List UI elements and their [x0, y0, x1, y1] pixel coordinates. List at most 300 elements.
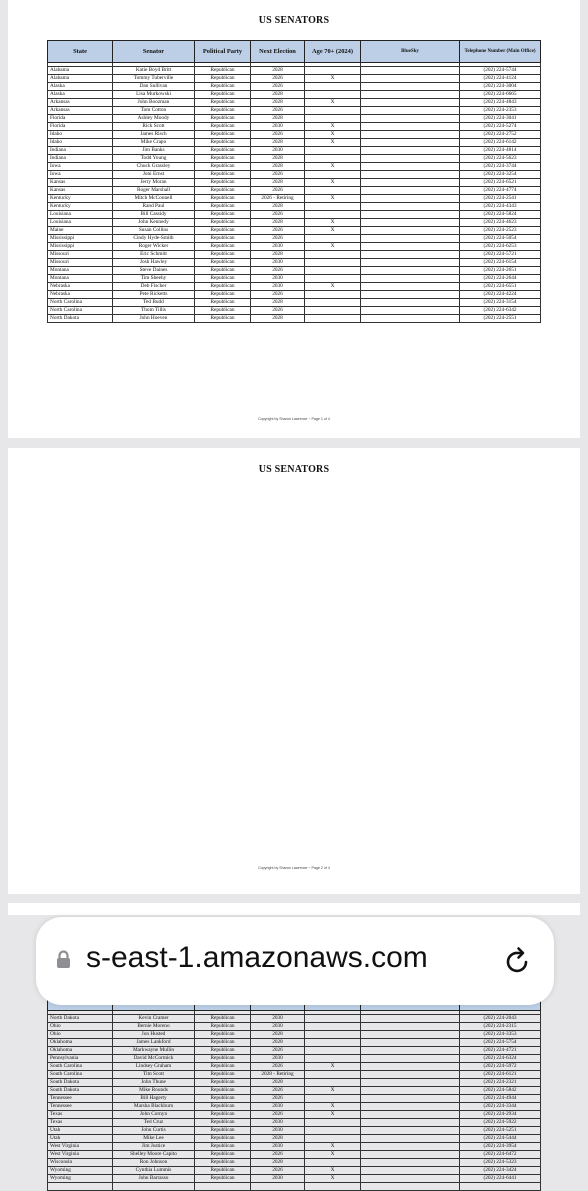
- telephone-cell: (202) 224-5323: [460, 1159, 541, 1167]
- senator-cell: James Lankford: [113, 1039, 195, 1047]
- next-election-cell: 2030: [251, 259, 305, 267]
- bluesky-cell: [361, 1055, 460, 1063]
- state-cell: Utah: [48, 1127, 113, 1135]
- state-cell: Nebraska: [48, 291, 113, 299]
- state-cell: Mississippi: [48, 243, 113, 251]
- table-row: [48, 139, 541, 147]
- age-cell: X: [305, 1087, 361, 1095]
- next-election-cell: 2030: [251, 1143, 305, 1151]
- next-election-cell: 2026: [251, 83, 305, 91]
- age-cell: [305, 1135, 361, 1143]
- senator-cell: Mike Rounds: [113, 1087, 195, 1095]
- state-cell: West Virginia: [48, 1151, 113, 1159]
- next-election-cell: 2030: [251, 1175, 305, 1183]
- state-cell: Tennessee: [48, 1095, 113, 1103]
- bluesky-cell: [361, 83, 460, 91]
- address-url[interactable]: s-east-1.amazonaws.com: [86, 941, 428, 974]
- table-row: [48, 179, 541, 187]
- party-cell: Republican: [195, 75, 251, 83]
- senator-cell: Josh Hawley: [113, 259, 195, 267]
- bluesky-cell: [361, 1119, 460, 1127]
- state-cell: Ohio: [48, 1031, 113, 1039]
- age-cell: [305, 251, 361, 259]
- table-row: [48, 299, 541, 307]
- table-row: [48, 83, 541, 91]
- table-row: [48, 107, 541, 115]
- senator-cell: Tom Cotton: [113, 107, 195, 115]
- table-row: [48, 259, 541, 267]
- senator-cell: John Hoeven: [113, 315, 195, 323]
- party-cell: Republican: [195, 171, 251, 179]
- senator-cell: Ted Cruz: [113, 1119, 195, 1127]
- senator-cell: John Barrasso: [113, 1175, 195, 1183]
- table-row: [48, 1135, 541, 1143]
- party-cell: Republican: [195, 1111, 251, 1119]
- next-election-cell: 2030: [251, 1015, 305, 1023]
- age-cell: X: [305, 1111, 361, 1119]
- party-cell: Republican: [195, 219, 251, 227]
- state-cell: North Dakota: [48, 315, 113, 323]
- telephone-cell: (202) 224-3344: [460, 1103, 541, 1111]
- state-cell: Louisiana: [48, 219, 113, 227]
- table-row: [48, 227, 541, 235]
- telephone-cell: (202) 224-4623: [460, 219, 541, 227]
- next-election-cell: 2028: [251, 219, 305, 227]
- age-cell: [305, 1039, 361, 1047]
- age-cell: X: [305, 1151, 361, 1159]
- senator-cell: John Curtis: [113, 1127, 195, 1135]
- telephone-cell: (202) 224-4843: [460, 99, 541, 107]
- bluesky-cell: [361, 1023, 460, 1031]
- next-election-cell: 2030: [251, 123, 305, 131]
- party-cell: Republican: [195, 99, 251, 107]
- table-row: [48, 147, 541, 155]
- telephone-cell: (202) 224-6472: [460, 1151, 541, 1159]
- senator-cell: John Cornyn: [113, 1111, 195, 1119]
- senators-table: [47, 988, 541, 1191]
- telephone-cell: (202) 224-5754: [460, 1039, 541, 1047]
- next-election-cell: 2028: [251, 251, 305, 259]
- senator-cell: Rick Scott: [113, 123, 195, 131]
- bluesky-cell: [361, 211, 460, 219]
- next-election-cell: 2028: [251, 1135, 305, 1143]
- bluesky-cell: [361, 1135, 460, 1143]
- state-cell: Florida: [48, 123, 113, 131]
- bluesky-cell: [361, 131, 460, 139]
- state-cell: Texas: [48, 1111, 113, 1119]
- state-cell: South Dakota: [48, 1087, 113, 1095]
- next-election-cell: 2028: [251, 99, 305, 107]
- telephone-cell: (202) 224-5744: [460, 67, 541, 75]
- next-election-cell: 2028: [251, 91, 305, 99]
- senator-cell: Lisa Murkowski: [113, 91, 195, 99]
- next-election-cell: 2028: [251, 139, 305, 147]
- age-cell: [305, 235, 361, 243]
- next-election-cell: 2026: [251, 1063, 305, 1071]
- state-cell: Florida: [48, 115, 113, 123]
- party-cell: Republican: [195, 275, 251, 283]
- telephone-cell: (202) 224-4774: [460, 187, 541, 195]
- bluesky-cell: [361, 1111, 460, 1119]
- state-cell: North Carolina: [48, 307, 113, 315]
- party-cell: Republican: [195, 1175, 251, 1183]
- senator-cell: Susan Collins: [113, 227, 195, 235]
- telephone-cell: (202) 224-2321: [460, 1079, 541, 1087]
- next-election-cell: 2026: [251, 307, 305, 315]
- next-election-cell: 2026: [251, 1167, 305, 1175]
- table-row: [48, 211, 541, 219]
- age-cell: X: [305, 75, 361, 83]
- age-cell: [305, 1047, 361, 1055]
- age-cell: X: [305, 1103, 361, 1111]
- party-cell: Republican: [195, 1087, 251, 1095]
- telephone-cell: (202) 224-5444: [460, 1135, 541, 1143]
- party-cell: Republican: [195, 1167, 251, 1175]
- age-cell: X: [305, 163, 361, 171]
- state-cell: Kansas: [48, 187, 113, 195]
- age-cell: X: [305, 99, 361, 107]
- next-election-cell: 2030: [251, 1055, 305, 1063]
- party-cell: Republican: [195, 251, 251, 259]
- age-cell: [305, 275, 361, 283]
- age-cell: [305, 1119, 361, 1127]
- state-cell: South Carolina: [48, 1063, 113, 1071]
- telephone-cell: (202) 224-2551: [460, 315, 541, 323]
- bluesky-cell: [361, 195, 460, 203]
- state-cell: Idaho: [48, 139, 113, 147]
- party-cell: Republican: [195, 1127, 251, 1135]
- party-cell: Republican: [195, 91, 251, 99]
- telephone-cell: (202) 224-2315: [460, 1023, 541, 1031]
- column-header-age: Age 70+ (2024): [305, 41, 361, 63]
- bluesky-cell: [361, 1151, 460, 1159]
- state-cell: Missouri: [48, 251, 113, 259]
- state-cell: Pennsylvania: [48, 1055, 113, 1063]
- table-row: [48, 195, 541, 203]
- table-row: [48, 187, 541, 195]
- table-row: [48, 75, 541, 83]
- bluesky-cell: [361, 203, 460, 211]
- senator-cell: Tim Scott: [113, 1071, 195, 1079]
- senator-cell: John Kennedy: [113, 219, 195, 227]
- state-cell: Iowa: [48, 163, 113, 171]
- telephone-cell: (202) 224-5274: [460, 123, 541, 131]
- bluesky-cell: [361, 1079, 460, 1087]
- next-election-cell: 2026: [251, 267, 305, 275]
- bluesky-cell: [361, 139, 460, 147]
- next-election-cell: 2028: [251, 163, 305, 171]
- party-cell: Republican: [195, 107, 251, 115]
- telephone-cell: (202) 224-5721: [460, 251, 541, 259]
- table-row: [48, 115, 541, 123]
- column-header-state: State: [48, 41, 113, 63]
- next-election-cell: 2030: [251, 1119, 305, 1127]
- next-election-cell: 2028: [251, 203, 305, 211]
- table-row: [48, 1167, 541, 1175]
- telephone-cell: (202) 224-4224: [460, 291, 541, 299]
- senator-cell: Jim Banks: [113, 147, 195, 155]
- age-cell: [305, 115, 361, 123]
- next-election-cell: 2026: [251, 75, 305, 83]
- senator-cell: John Thune: [113, 1079, 195, 1087]
- bluesky-cell: [361, 227, 460, 235]
- bluesky-cell: [361, 75, 460, 83]
- party-cell: Republican: [195, 131, 251, 139]
- age-cell: X: [305, 1063, 361, 1071]
- state-cell: Montana: [48, 275, 113, 283]
- telephone-cell: (202) 224-6665: [460, 91, 541, 99]
- party-cell: Republican: [195, 1063, 251, 1071]
- senator-cell: Jim Justice: [113, 1143, 195, 1151]
- bluesky-cell: [361, 107, 460, 115]
- state-cell: Idaho: [48, 131, 113, 139]
- bluesky-cell: [361, 307, 460, 315]
- table-row: [48, 235, 541, 243]
- senator-cell: Bill Cassidy: [113, 211, 195, 219]
- page-footer: Copyright by Sharon Lawrence ~ Page 1 of 4: [258, 417, 330, 421]
- bluesky-cell: [361, 1103, 460, 1111]
- age-cell: X: [305, 131, 361, 139]
- browser-address-bar[interactable]: [36, 917, 554, 1005]
- next-election-cell: 2026: [251, 1151, 305, 1159]
- next-election-cell: 2026 - Retiring: [251, 195, 305, 203]
- next-election-cell: 2030: [251, 1023, 305, 1031]
- telephone-cell: (202) 224-5972: [460, 1063, 541, 1071]
- telephone-cell: (202) 224-6253: [460, 243, 541, 251]
- document-page-1: [8, 0, 580, 438]
- party-cell: Republican: [195, 291, 251, 299]
- state-cell: South Dakota: [48, 1079, 113, 1087]
- telephone-cell: (202) 224-5251: [460, 1127, 541, 1135]
- table-row: [48, 155, 541, 163]
- state-cell: Indiana: [48, 155, 113, 163]
- age-cell: X: [305, 1167, 361, 1175]
- telephone-cell: (202) 224-3154: [460, 299, 541, 307]
- state-cell: Texas: [48, 1119, 113, 1127]
- senator-cell: Steve Daines: [113, 267, 195, 275]
- senator-cell: Lindsey Graham: [113, 1063, 195, 1071]
- bluesky-cell: [361, 251, 460, 259]
- senator-cell: Deb Fischer: [113, 283, 195, 291]
- age-cell: X: [305, 123, 361, 131]
- state-cell: Kansas: [48, 179, 113, 187]
- table-row: [48, 203, 541, 211]
- table-row: [48, 1143, 541, 1151]
- telephone-cell: (202) 224-4721: [460, 1047, 541, 1055]
- next-election-cell: 2026: [251, 211, 305, 219]
- party-cell: Republican: [195, 139, 251, 147]
- table-row: [48, 219, 541, 227]
- table-row: [48, 275, 541, 283]
- column-header-senator: Senator: [113, 41, 195, 63]
- telephone-cell: (202) 224-2934: [460, 1111, 541, 1119]
- party-cell: Republican: [195, 1103, 251, 1111]
- telephone-cell: (202) 224-3254: [460, 171, 541, 179]
- party-cell: Republican: [195, 1015, 251, 1023]
- telephone-cell: (202) 224-5842: [460, 1087, 541, 1095]
- next-election-cell: 2030: [251, 1127, 305, 1135]
- party-cell: Republican: [195, 179, 251, 187]
- age-cell: [305, 307, 361, 315]
- telephone-cell: (202) 224-2651: [460, 267, 541, 275]
- table-row: [48, 307, 541, 315]
- age-cell: X: [305, 1175, 361, 1183]
- table-body: [48, 63, 541, 323]
- next-election-cell: 2026: [251, 187, 305, 195]
- age-cell: [305, 1023, 361, 1031]
- table-row: [48, 99, 541, 107]
- party-cell: Republican: [195, 211, 251, 219]
- next-election-cell: 2028: [251, 1079, 305, 1087]
- telephone-cell: (202) 224-6441: [460, 1175, 541, 1183]
- table-row: [48, 1015, 541, 1023]
- bluesky-cell: [361, 243, 460, 251]
- senator-cell: Ted Budd: [113, 299, 195, 307]
- table-row: [48, 123, 541, 131]
- telephone-cell: (202) 224-6154: [460, 259, 541, 267]
- bluesky-cell: [361, 291, 460, 299]
- telephone-cell: (202) 224-4343: [460, 203, 541, 211]
- age-cell: [305, 1015, 361, 1023]
- telephone-cell: (202) 224-3954: [460, 1143, 541, 1151]
- bluesky-cell: [361, 1167, 460, 1175]
- state-cell: North Dakota: [48, 1015, 113, 1023]
- party-cell: Republican: [195, 235, 251, 243]
- telephone-cell: (202) 224-6342: [460, 307, 541, 315]
- age-cell: [305, 291, 361, 299]
- age-cell: [305, 299, 361, 307]
- party-cell: Republican: [195, 283, 251, 291]
- senator-cell: Marsha Blackburn: [113, 1103, 195, 1111]
- table-row: [48, 1151, 541, 1159]
- telephone-cell: (202) 224-5054: [460, 235, 541, 243]
- document-page-3: [8, 903, 580, 915]
- party-cell: Republican: [195, 243, 251, 251]
- senator-cell: Ron Johnson: [113, 1159, 195, 1167]
- next-election-cell: 2026: [251, 1111, 305, 1119]
- table-row: [48, 1063, 541, 1071]
- document-title: US SENATORS: [258, 15, 330, 26]
- senator-cell: Chuck Grassley: [113, 163, 195, 171]
- table-row: [48, 67, 541, 75]
- senator-cell: Roger Wicker: [113, 243, 195, 251]
- party-cell: Republican: [195, 155, 251, 163]
- senator-cell: Katie Boyd Britt: [113, 67, 195, 75]
- senator-cell: Kevin Cramer: [113, 1015, 195, 1023]
- party-cell: Republican: [195, 1047, 251, 1055]
- table-row: [48, 291, 541, 299]
- state-cell: Arkansas: [48, 107, 113, 115]
- next-election-cell: 2026: [251, 1095, 305, 1103]
- age-cell: [305, 1031, 361, 1039]
- age-cell: X: [305, 139, 361, 147]
- bluesky-cell: [361, 179, 460, 187]
- table-row: [48, 91, 541, 99]
- next-election-cell: 2028: [251, 299, 305, 307]
- party-cell: Republican: [195, 1079, 251, 1087]
- bluesky-cell: [361, 1159, 460, 1167]
- party-cell: Republican: [195, 115, 251, 123]
- table-row: [48, 1079, 541, 1087]
- next-election-cell: 2026: [251, 131, 305, 139]
- senator-cell: Thom Tillis: [113, 307, 195, 315]
- telephone-cell: (202) 224-3041: [460, 115, 541, 123]
- age-cell: [305, 203, 361, 211]
- state-cell: Louisiana: [48, 211, 113, 219]
- party-cell: Republican: [195, 123, 251, 131]
- table-row: [48, 267, 541, 275]
- next-election-cell: 2026: [251, 1087, 305, 1095]
- telephone-cell: (202) 224-2752: [460, 131, 541, 139]
- next-election-cell: 2028 - Retiring: [251, 1071, 305, 1079]
- bluesky-cell: [361, 187, 460, 195]
- reload-icon[interactable]: [504, 945, 532, 975]
- bluesky-cell: [361, 1087, 460, 1095]
- age-cell: [305, 211, 361, 219]
- party-cell: Republican: [195, 1023, 251, 1031]
- bluesky-cell: [361, 235, 460, 243]
- age-cell: X: [305, 179, 361, 187]
- state-cell: Mississippi: [48, 235, 113, 243]
- senator-cell: Eric Schmitt: [113, 251, 195, 259]
- table-row: [48, 1047, 541, 1055]
- table-row: [48, 171, 541, 179]
- table-row: [48, 283, 541, 291]
- telephone-cell: (202) 224-2523: [460, 227, 541, 235]
- bluesky-cell: [361, 1015, 460, 1023]
- telephone-cell: (202) 224-2541: [460, 195, 541, 203]
- party-cell: Republican: [195, 259, 251, 267]
- next-election-cell: 2028: [251, 67, 305, 75]
- table-row: [48, 1095, 541, 1103]
- party-cell: Republican: [195, 67, 251, 75]
- next-election-cell: 2030: [251, 147, 305, 155]
- bluesky-cell: [361, 299, 460, 307]
- state-cell: Wisconsin: [48, 1159, 113, 1167]
- next-election-cell: 2028: [251, 115, 305, 123]
- column-header-next-election: Next Election: [251, 41, 305, 63]
- next-election-cell: 2030: [251, 1103, 305, 1111]
- bluesky-cell: [361, 315, 460, 323]
- bluesky-cell: [361, 67, 460, 75]
- telephone-cell: (202) 224-4124: [460, 75, 541, 83]
- column-header-telephone: Telephone Number (Main Office): [460, 41, 541, 63]
- telephone-cell: (202) 224-3353: [460, 1031, 541, 1039]
- age-cell: [305, 267, 361, 275]
- state-cell: Kentucky: [48, 203, 113, 211]
- state-cell: Oklahoma: [48, 1047, 113, 1055]
- table-row: [48, 1087, 541, 1095]
- senator-cell: Markwayne Mullin: [113, 1047, 195, 1055]
- state-cell: Ohio: [48, 1023, 113, 1031]
- empty-row: [48, 1183, 541, 1191]
- party-cell: Republican: [195, 187, 251, 195]
- state-cell: North Carolina: [48, 299, 113, 307]
- age-cell: [305, 1159, 361, 1167]
- next-election-cell: 2030: [251, 243, 305, 251]
- document-title: US SENATORS: [258, 464, 330, 475]
- bluesky-cell: [361, 267, 460, 275]
- state-cell: Alaska: [48, 83, 113, 91]
- table-row: [48, 1111, 541, 1119]
- party-cell: Republican: [195, 267, 251, 275]
- senator-cell: Ashley Moody: [113, 115, 195, 123]
- age-cell: [305, 1127, 361, 1135]
- age-cell: [305, 1079, 361, 1087]
- party-cell: Republican: [195, 147, 251, 155]
- state-cell: Tennessee: [48, 1103, 113, 1111]
- age-cell: X: [305, 283, 361, 291]
